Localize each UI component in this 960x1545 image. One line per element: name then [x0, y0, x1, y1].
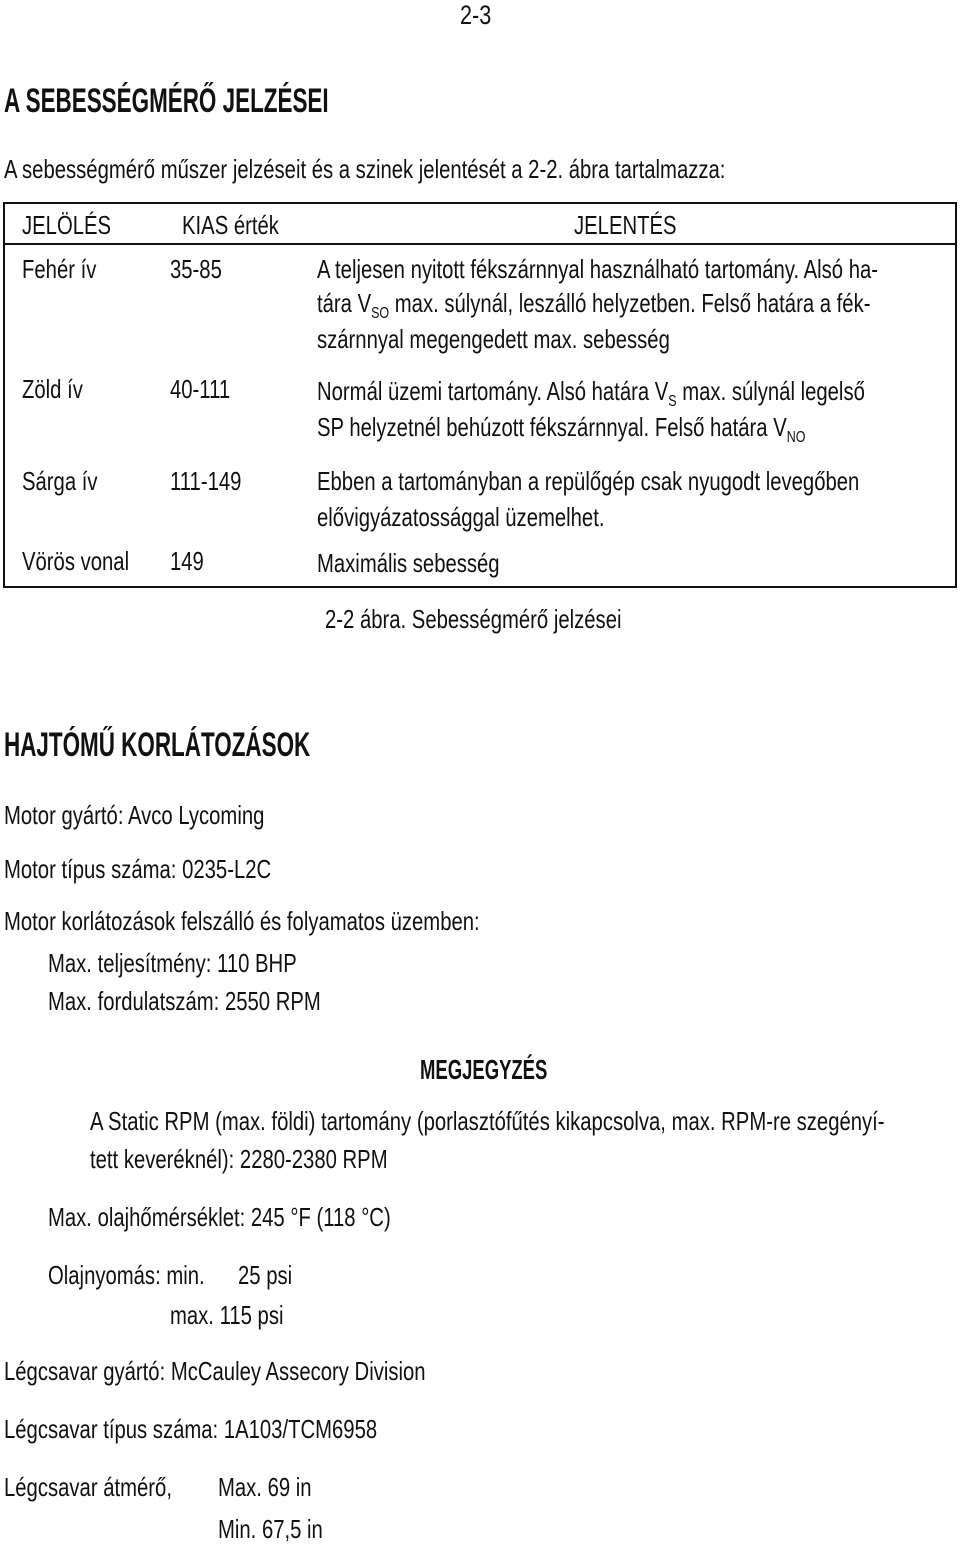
oil-pressure-label: Olajnyomás: min.	[48, 1260, 205, 1290]
table-row-yellow-meaning-line2: elővigyázatossággal üzemelhet.	[317, 502, 605, 532]
section-title-engine: HAJTÓMŰ KORLÁTOZÁSOK	[4, 726, 311, 764]
table-row-green-meaning-line1: Normál üzemi tartomány. Alsó határa $V_S$ max. súlynál legelső	[317, 376, 865, 410]
table-header-marking: JELÖLÉS	[22, 210, 112, 240]
note-line-2: tett keveréknél): 2280-2380 RPM	[90, 1144, 388, 1174]
table-row-yellow-meaning-line1: Ebben a tartományban a repülőgép csak nyugodt levegőben	[317, 466, 860, 496]
engine-max-power: Max. teljesítmény: 110 BHP	[48, 948, 297, 978]
engine-max-rpm: Max. fordulatszám: 2550 RPM	[48, 986, 321, 1016]
engine-manufacturer: Motor gyártó: Avco Lycoming	[4, 800, 265, 830]
table-header-kias: KIAS érték	[182, 210, 279, 240]
page-number: 2-3	[460, 0, 492, 30]
prop-manufacturer: Légcsavar gyártó: McCauley Assecory Division	[4, 1356, 426, 1386]
table-row-white-meaning-line2: tára $V_{SO}$ max. súlynál, leszálló helyzetben. Felső határa a fék-	[317, 288, 871, 322]
table-row-white-meaning-line1: A teljesen nyitott fékszárnnyal használható tartomány. Alsó ha-	[317, 254, 879, 284]
prop-type: Légcsavar típus száma: 1A103/TCM6958	[4, 1414, 378, 1444]
oil-pressure-min: 25 psi	[238, 1260, 293, 1290]
table-row-yellow-kias: 111-149	[170, 466, 242, 496]
table-row-white-kias: 35-85	[170, 254, 222, 284]
engine-limits-intro: Motor korlátozások felszálló és folyamatos üzemben:	[4, 906, 480, 936]
prop-diameter-max: Max. 69 in	[218, 1472, 312, 1502]
table-row-red-kias: 149	[170, 546, 204, 576]
table-row-green-marking: Zöld ív	[22, 374, 83, 404]
table-row-yellow-marking: Sárga ív	[22, 466, 98, 496]
table-row-green-kias: 40-111	[170, 374, 231, 404]
table-row-red-meaning-line1: Maximális sebesség	[317, 548, 500, 578]
max-oil-temp: Max. olajhőmérséklet: 245 °F (118 °C)	[48, 1202, 391, 1232]
section-title-airspeed: A SEBESSÉGMÉRŐ JELZÉSEI	[4, 82, 329, 120]
intro-text: A sebességmérő műszer jelzéseit és a szinek jelentését a 2-2. ábra tartalmazza:	[4, 154, 726, 184]
table-row-white-meaning-line3: szárnnyal megengedett max. sebesség	[317, 324, 670, 354]
table-header-meaning: JELENTÉS	[574, 210, 677, 240]
table-row-red-marking: Vörös vonal	[22, 546, 130, 576]
figure-caption: 2-2 ábra. Sebességmérő jelzései	[325, 604, 622, 634]
oil-pressure-max: max. 115 psi	[170, 1300, 284, 1330]
prop-diameter-label: Légcsavar átmérő,	[4, 1472, 172, 1502]
note-line-1: A Static RPM (max. földi) tartomány (porlasztófűtés kikapcsolva, max. RPM-re szegényí-	[90, 1106, 885, 1136]
note-title: MEGJEGYZÉS	[420, 1054, 548, 1085]
table-row-green-meaning-line2: SP helyzetnél behúzott fékszárnnyal. Felső határa $V_{NO}$	[317, 412, 806, 446]
prop-diameter-min: Min. 67,5 in	[218, 1514, 323, 1544]
table-row-white-marking: Fehér ív	[22, 254, 97, 284]
engine-type: Motor típus száma: 0235-L2C	[4, 854, 272, 884]
table-header-divider	[3, 243, 957, 245]
